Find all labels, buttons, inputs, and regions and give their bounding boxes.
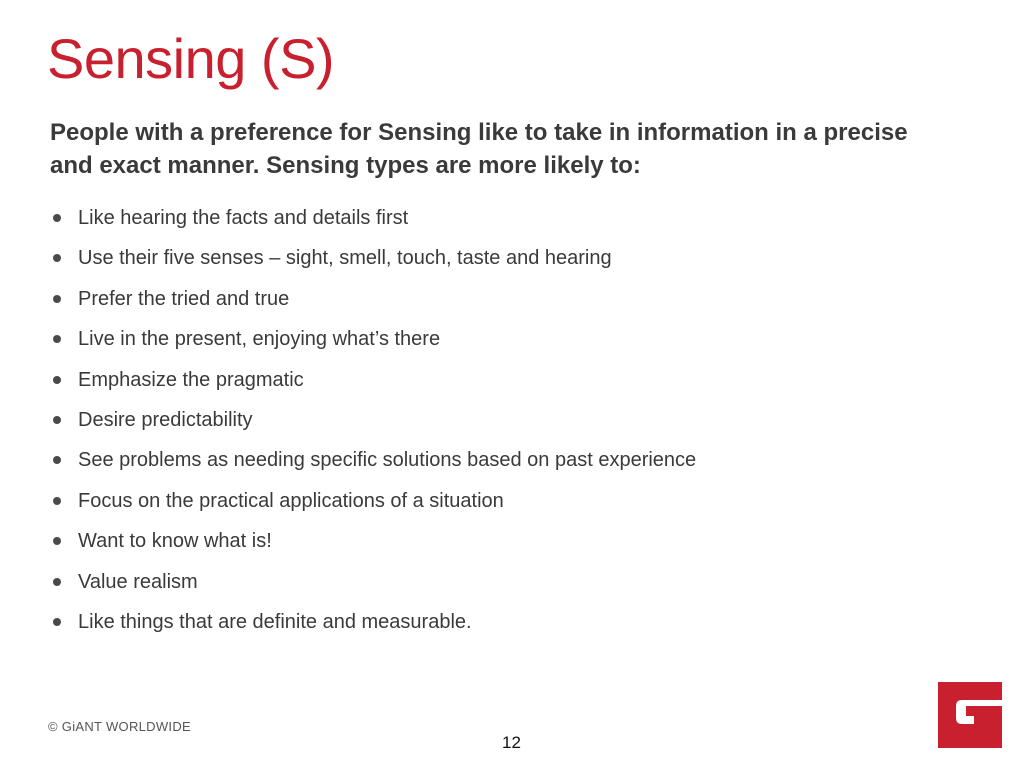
bullet-text: Value realism bbox=[78, 570, 198, 593]
bullet-icon bbox=[53, 214, 61, 222]
bullet-icon bbox=[53, 416, 61, 424]
bullet-text: Like things that are definite and measurable. bbox=[78, 610, 472, 633]
list-item bbox=[50, 523, 696, 563]
bullet-icon bbox=[53, 456, 61, 464]
bullet-text: Use their five senses – sight, smell, touch, taste and hearing bbox=[78, 247, 612, 270]
bullet-icon bbox=[53, 618, 61, 626]
intro-text: People with a preference for Sensing like to take in information in a precise and exact manner. Sensing types are more likely to: bbox=[50, 119, 908, 179]
slide-title: Sensing (S) bbox=[47, 27, 335, 90]
bullet-icon bbox=[53, 578, 61, 586]
bullet-text: Live in the present, enjoying what’s there bbox=[78, 328, 441, 351]
bullet-text: Focus on the practical applications of a situation bbox=[78, 489, 504, 512]
bullet-text: Want to know what is! bbox=[78, 530, 272, 553]
list-item bbox=[50, 281, 696, 321]
list-item bbox=[50, 442, 696, 482]
bullet-icon bbox=[53, 254, 61, 262]
bullet-icon bbox=[53, 376, 61, 384]
page-number: 12 bbox=[502, 733, 521, 752]
list-item bbox=[50, 240, 696, 280]
list-item bbox=[50, 362, 696, 402]
bullet-icon bbox=[53, 335, 61, 343]
list-item bbox=[50, 321, 696, 361]
giant-logo-icon bbox=[930, 676, 1002, 748]
list-item bbox=[50, 402, 696, 442]
bullet-text: Desire predictability bbox=[78, 408, 253, 431]
list-item bbox=[50, 604, 696, 644]
copyright-text: © GiANT WORLDWIDE bbox=[48, 719, 191, 734]
list-item bbox=[50, 483, 696, 523]
bullet-text: Emphasize the pragmatic bbox=[78, 368, 304, 391]
bullet-icon bbox=[53, 537, 61, 545]
bullet-text: Like hearing the facts and details first bbox=[78, 207, 409, 229]
bullet-text: Prefer the tried and true bbox=[78, 287, 290, 310]
bullet-list bbox=[50, 200, 696, 644]
bullet-icon bbox=[53, 295, 61, 303]
list-item bbox=[50, 564, 696, 604]
bullet-text: See problems as needing specific solutions based on past experience bbox=[78, 449, 697, 472]
bullet-icon bbox=[53, 497, 61, 505]
list-item bbox=[50, 200, 696, 240]
